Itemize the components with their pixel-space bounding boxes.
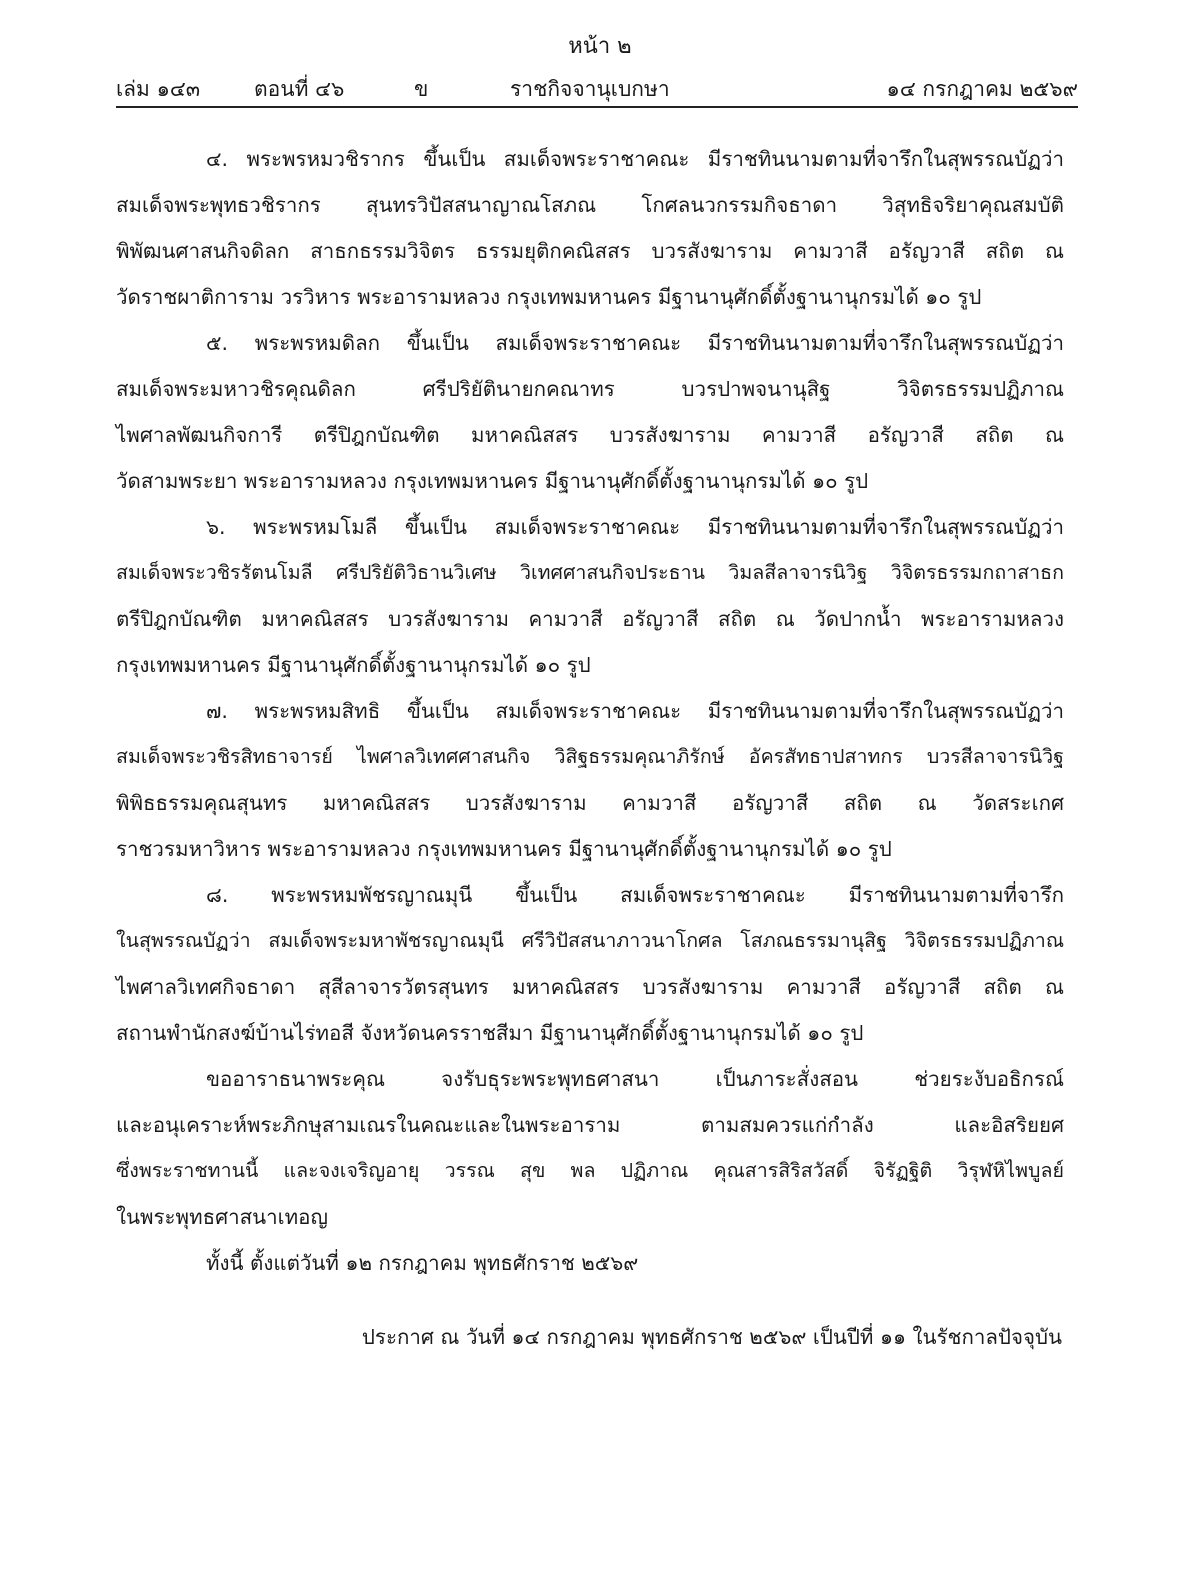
- paragraph-appointment-8: [116, 872, 1064, 1056]
- paragraph-line: ไพศาลวิเทศกิจธาดา สุสีลาจารวัตรสุนทร มหาคณิสสร บวรสังฆาราม คามวาสี อรัญวาสี สถิต ณ: [116, 975, 1064, 999]
- paragraph-line: ๔. พระพรหมวชิรากร ขึ้นเป็น สมเด็จพระราชาคณะ มีราชทินนามตามที่จารึกในสุพรรณบัฏว่า: [206, 147, 1064, 171]
- paragraph-line: พิพัฒนศาสนกิจดิลก สาธกธรรมวิจิตร ธรรมยุติกคณิสสร บวรสังฆาราม คามวาสี อรัญวาสี สถิต ณ: [116, 239, 1064, 263]
- header-volume: เล่ม ๑๔๓: [116, 77, 201, 101]
- paragraph-line: สมเด็จพระวชิรรัตนโมลี ศรีปริยัติวิธานวิเศษ วิเทศศาสนกิจประธาน วิมลสีลาจารนิวิฐ วิจิตรธรรมกถาสาธก: [116, 561, 1064, 584]
- paragraph-line: พิพิธธรรมคุณสุนทร มหาคณิสสร บวรสังฆาราม คามวาสี อรัญวาสี สถิต ณ วัดสระเกศ: [116, 791, 1064, 815]
- paragraph-appointment-6: [116, 504, 1064, 688]
- paragraph-line: สมเด็จพระวชิรสิทธาจารย์ ไพศาลวิเทศศาสนกิจ วิสิฐธรรมคุณาภิรักษ์ อัครสัทธาปสาทกร บวรสีลาจารนิวิฐ: [116, 745, 1064, 768]
- paragraph-line: ราชวรมหาวิหาร พระอารามหลวง กรุงเทพมหานคร มีฐานานุศักดิ์ตั้งฐานานุกรมได้ ๑๐ รูป: [116, 837, 892, 861]
- header-date: ๑๔ กรกฎาคม ๒๕๖๙: [886, 77, 1078, 101]
- paragraph-line: สมเด็จพระมหาวชิรคุณดิลก ศรีปริยัตินายกคณาทร บวรปาพจนานุสิฐ วิจิตรธรรมปฏิภาณ: [116, 377, 1064, 401]
- proclamation-date: ประกาศ ณ วันที่ ๑๔ กรกฎาคม พุทธศักราช ๒๕๖๙ เป็นปีที่ ๑๑ ในรัชกาลปัจจุบัน: [361, 1325, 1062, 1349]
- paragraph-line: ไพศาลพัฒนกิจการี ตรีปิฎกบัณฑิต มหาคณิสสร บวรสังฆาราม คามวาสี อรัญวาสี สถิต ณ: [116, 423, 1064, 447]
- gazette-header: [116, 72, 1078, 108]
- paragraph-appointment-7: [116, 688, 1064, 872]
- header-publication: ราชกิจจานุเบกษา: [510, 77, 670, 101]
- paragraph-line: ในพระพุทธศาสนาเทอญ: [116, 1205, 328, 1229]
- header-issue: ตอนที่ ๔๖: [254, 77, 345, 101]
- paragraph-line: ตรีปิฎกบัณฑิต มหาคณิสสร บวรสังฆาราม คามวาสี อรัญวาสี สถิต ณ วัดปากน้ำ พระอารามหลวง: [116, 607, 1064, 631]
- paragraph-line: และอนุเคราะห์พระภิกษุสามเณรในคณะและในพระอาราม ตามสมควรแก่กำลัง และอิสริยยศ: [116, 1113, 1064, 1137]
- header-section: ข: [414, 77, 429, 101]
- paragraph-line: ๕. พระพรหมดิลก ขึ้นเป็น สมเด็จพระราชาคณะ มีราชทินนามตามที่จารึกในสุพรรณบัฏว่า: [206, 331, 1064, 355]
- paragraph-line: ๗. พระพรหมสิทธิ ขึ้นเป็น สมเด็จพระราชาคณะ มีราชทินนามตามที่จารึกในสุพรรณบัฏว่า: [206, 699, 1064, 723]
- paragraph-line: สมเด็จพระพุทธวชิรากร สุนทรวิปัสสนาญาณโสภณ โกศลนวกรรมกิจธาดา วิสุทธิจริยาคุณสมบัติ: [116, 193, 1064, 217]
- paragraph-appointment-4: [116, 136, 1064, 320]
- paragraph-line: ๖. พระพรหมโมลี ขึ้นเป็น สมเด็จพระราชาคณะ มีราชทินนามตามที่จารึกในสุพรรณบัฏว่า: [206, 515, 1064, 539]
- paragraph-line: ๘. พระพรหมพัชรญาณมุนี ขึ้นเป็น สมเด็จพระราชาคณะ มีราชทินนามตามที่จารึก: [206, 883, 1064, 907]
- paragraph-line: สถานพำนักสงฆ์บ้านไร่ทอสี จังหวัดนครราชสีมา มีฐานานุศักดิ์ตั้งฐานานุกรมได้ ๑๐ รูป: [116, 1021, 864, 1045]
- page-number: หน้า ๒: [568, 34, 632, 59]
- paragraph-line: ทั้งนี้ ตั้งแต่วันที่ ๑๒ กรกฎาคม พุทธศักราช ๒๕๖๙: [206, 1251, 639, 1275]
- paragraph-line: ซึ่งพระราชทานนี้ และจงเจริญอายุ วรรณ สุข พล ปฏิภาณ คุณสารสิริสวัสดิ์ จิรัฏฐิติ วิรุฬหิไพบูลย์: [116, 1159, 1064, 1182]
- paragraph-appointment-5: [116, 320, 1064, 504]
- paragraph-blessing: [116, 1056, 1064, 1240]
- paragraph-line: กรุงเทพมหานคร มีฐานานุศักดิ์ตั้งฐานานุกรมได้ ๑๐ รูป: [116, 653, 591, 677]
- paragraph-effective-date: [116, 1240, 1064, 1286]
- paragraph-line: ขออาราธนาพระคุณ จงรับธุระพระพุทธศาสนา เป็นภาระสั่งสอน ช่วยระงับอธิกรณ์: [206, 1067, 1064, 1091]
- paragraph-line: ในสุพรรณบัฏว่า สมเด็จพระมหาพัชรญาณมุนี ศรีวิปัสสนาภาวนาโกศล โสภณธรรมานุสิฐ วิจิตรธรรมปฏิภาณ: [116, 929, 1064, 952]
- paragraph-line: วัดราชผาติการาม วรวิหาร พระอารามหลวง กรุงเทพมหานคร มีฐานานุศักดิ์ตั้งฐานานุกรมได้ ๑๐ รูป: [116, 285, 982, 309]
- document-body: [116, 136, 1064, 1286]
- paragraph-line: วัดสามพระยา พระอารามหลวง กรุงเทพมหานคร มีฐานานุศักดิ์ตั้งฐานานุกรมได้ ๑๐ รูป: [116, 469, 869, 493]
